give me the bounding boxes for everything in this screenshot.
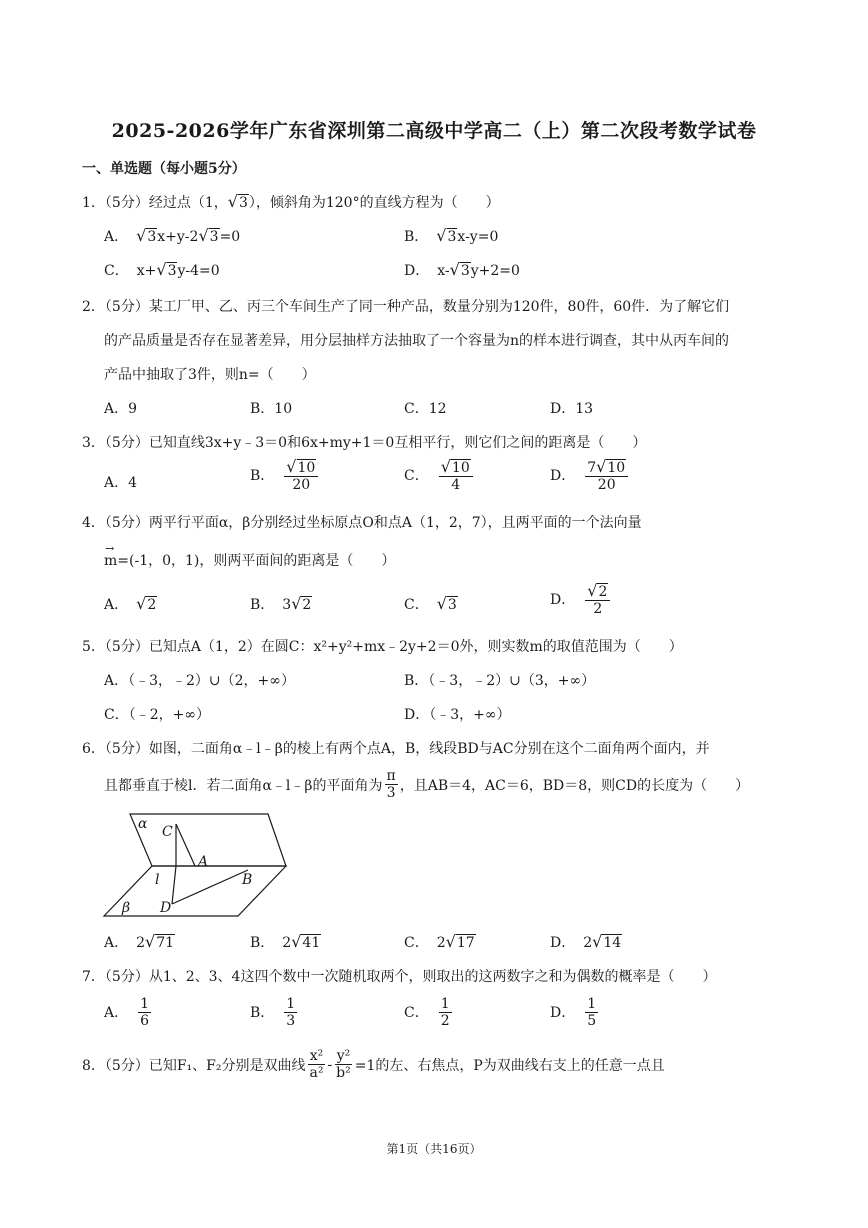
q3-option-d[interactable]: D． $\frac{7√10}{20}$ <box>550 458 630 493</box>
q4-stem-line2: → m=(-1，0，1)，则两平面间的距离是（ ） <box>104 550 395 570</box>
q6-stem-line1: 6．（5分）如图，二面角α﹣l﹣β的棱上有两个点A，B，线段BD与AC分别在这个二面角两个面内，并 <box>82 741 710 757</box>
dihedral-angle-figure <box>100 808 290 920</box>
label-b: B <box>242 872 253 888</box>
label-d: D <box>160 900 172 916</box>
page-title: 2025-2026学年广东省深圳第二高级中学高二（上）第二次段考数学试卷 <box>111 120 757 142</box>
label-beta: β <box>122 900 131 916</box>
q4-option-a[interactable]: A． √2 <box>104 594 157 613</box>
q7-option-c[interactable]: C． $\frac{1}{2}$ <box>404 996 450 1030</box>
q3-stem: 3．（5分）已知直线3x+y﹣3＝0和6x+my+1＝0互相平行，则它们之间的距离是（ ） <box>82 435 647 451</box>
q1-option-c[interactable]: C． x+√3y-4=0 <box>104 260 220 279</box>
q2-stem-line1: 2．（5分）某工厂甲、乙、丙三个车间生产了同一种产品，数量分别为120件，80件，60件．为了解它们 <box>82 299 730 315</box>
section-heading: 一、单选题（每小题5分） <box>82 161 246 177</box>
q2-stem-line2: 的产品质量是否存在显著差异，用分层抽样方法抽取了一个容量为n的样本进行调查，其中从丙车间的 <box>104 333 730 349</box>
label-c: C <box>162 824 173 840</box>
q5-option-d[interactable]: D．（﹣3，+∞） <box>404 707 511 723</box>
q6-option-b[interactable]: B． 2√41 <box>250 932 321 951</box>
sqrt: √3 <box>227 192 248 211</box>
q5-stem: 5．（5分）已知点A（1，2）在圆C：x²+y²+mx﹣2y+2＝0外，则实数m的取值范围为（ ） <box>82 639 683 655</box>
q3-option-a[interactable]: A．4 <box>104 475 138 491</box>
q6-option-d[interactable]: D． 2√14 <box>550 932 622 951</box>
q4-option-b[interactable]: B． 3√2 <box>250 594 312 613</box>
q1-option-b[interactable]: B． √3x-y=0 <box>404 226 499 245</box>
q4-option-c[interactable]: C． √3 <box>404 594 457 613</box>
q2-stem-line3: 产品中抽取了3件，则n=（ ） <box>104 367 316 383</box>
q1-option-a[interactable]: A． √3x+y-2√3=0 <box>104 226 241 245</box>
normal-vector: → m <box>104 553 117 569</box>
q7-stem: 7．（5分）从1、2、3、4这四个数中一次随机取两个，则取出的这两数字之和为偶数的概率是（ ） <box>82 969 717 985</box>
q8-stem: 8．（5分）已知F₁、F₂分别是双曲线 $\frac{\text{x²}}{\text{a²}}$ - $\frac{\text{y²}}{\text{b²}}$ =1的左、右焦点，P为双曲线右支上的任意一点且 <box>82 1048 665 1082</box>
q2-option-c[interactable]: C．12 <box>404 401 447 417</box>
plane-beta <box>104 866 286 916</box>
segment-ad-hint <box>172 866 176 904</box>
segment-cb-hint <box>176 824 195 866</box>
q2-option-d[interactable]: D．13 <box>550 401 594 417</box>
q7-option-b[interactable]: B． $\frac{1}{3}$ <box>250 996 296 1030</box>
q3-option-c[interactable]: C． $\frac{√10}{4}$ <box>404 458 475 493</box>
q6-option-c[interactable]: C． 2√17 <box>404 932 475 951</box>
q5-option-c[interactable]: C．（﹣2，+∞） <box>104 707 211 723</box>
q6-stem-line2: 且都垂直于棱l．若二面角α﹣l﹣β的平面角为 $\frac{\pi}{3}$ ，且AB＝4，AC＝6，BD＝8，则CD的长度为（ ） <box>104 768 750 802</box>
q7-option-d[interactable]: D． $\frac{1}{5}$ <box>550 996 597 1030</box>
q5-option-b[interactable]: B．（﹣3，﹣2）∪（3，+∞） <box>404 673 596 689</box>
q6-option-a[interactable]: A． 2√71 <box>104 932 175 951</box>
q2-option-a[interactable]: A．9 <box>104 401 138 417</box>
q4-stem-line1: 4．（5分）两平行平面α，β分别经过坐标原点O和点A（1，2，7），且两平面的一个法向量 <box>82 515 642 531</box>
q7-option-a[interactable]: A． $\frac{1}{6}$ <box>104 996 150 1030</box>
q2-option-b[interactable]: B．10 <box>250 401 293 417</box>
segment-bd <box>172 870 248 904</box>
page-footer: 第1页（共16页） <box>386 1142 482 1156</box>
label-alpha: α <box>138 816 148 832</box>
q4-option-d[interactable]: D． $\frac{√2}{2}$ <box>550 582 612 617</box>
q1-option-d[interactable]: D． x-√3y+2=0 <box>404 260 520 279</box>
q1-stem: 1．（5分）经过点（1，√3），倾斜角为120°的直线方程为（ ） <box>82 192 500 211</box>
q3-option-b[interactable]: B． $\frac{√10}{20}$ <box>250 458 320 493</box>
label-a: A <box>198 854 209 870</box>
q5-option-a[interactable]: A．（﹣3，﹣2）∪（2，+∞） <box>104 673 295 689</box>
label-l: l <box>155 872 160 888</box>
